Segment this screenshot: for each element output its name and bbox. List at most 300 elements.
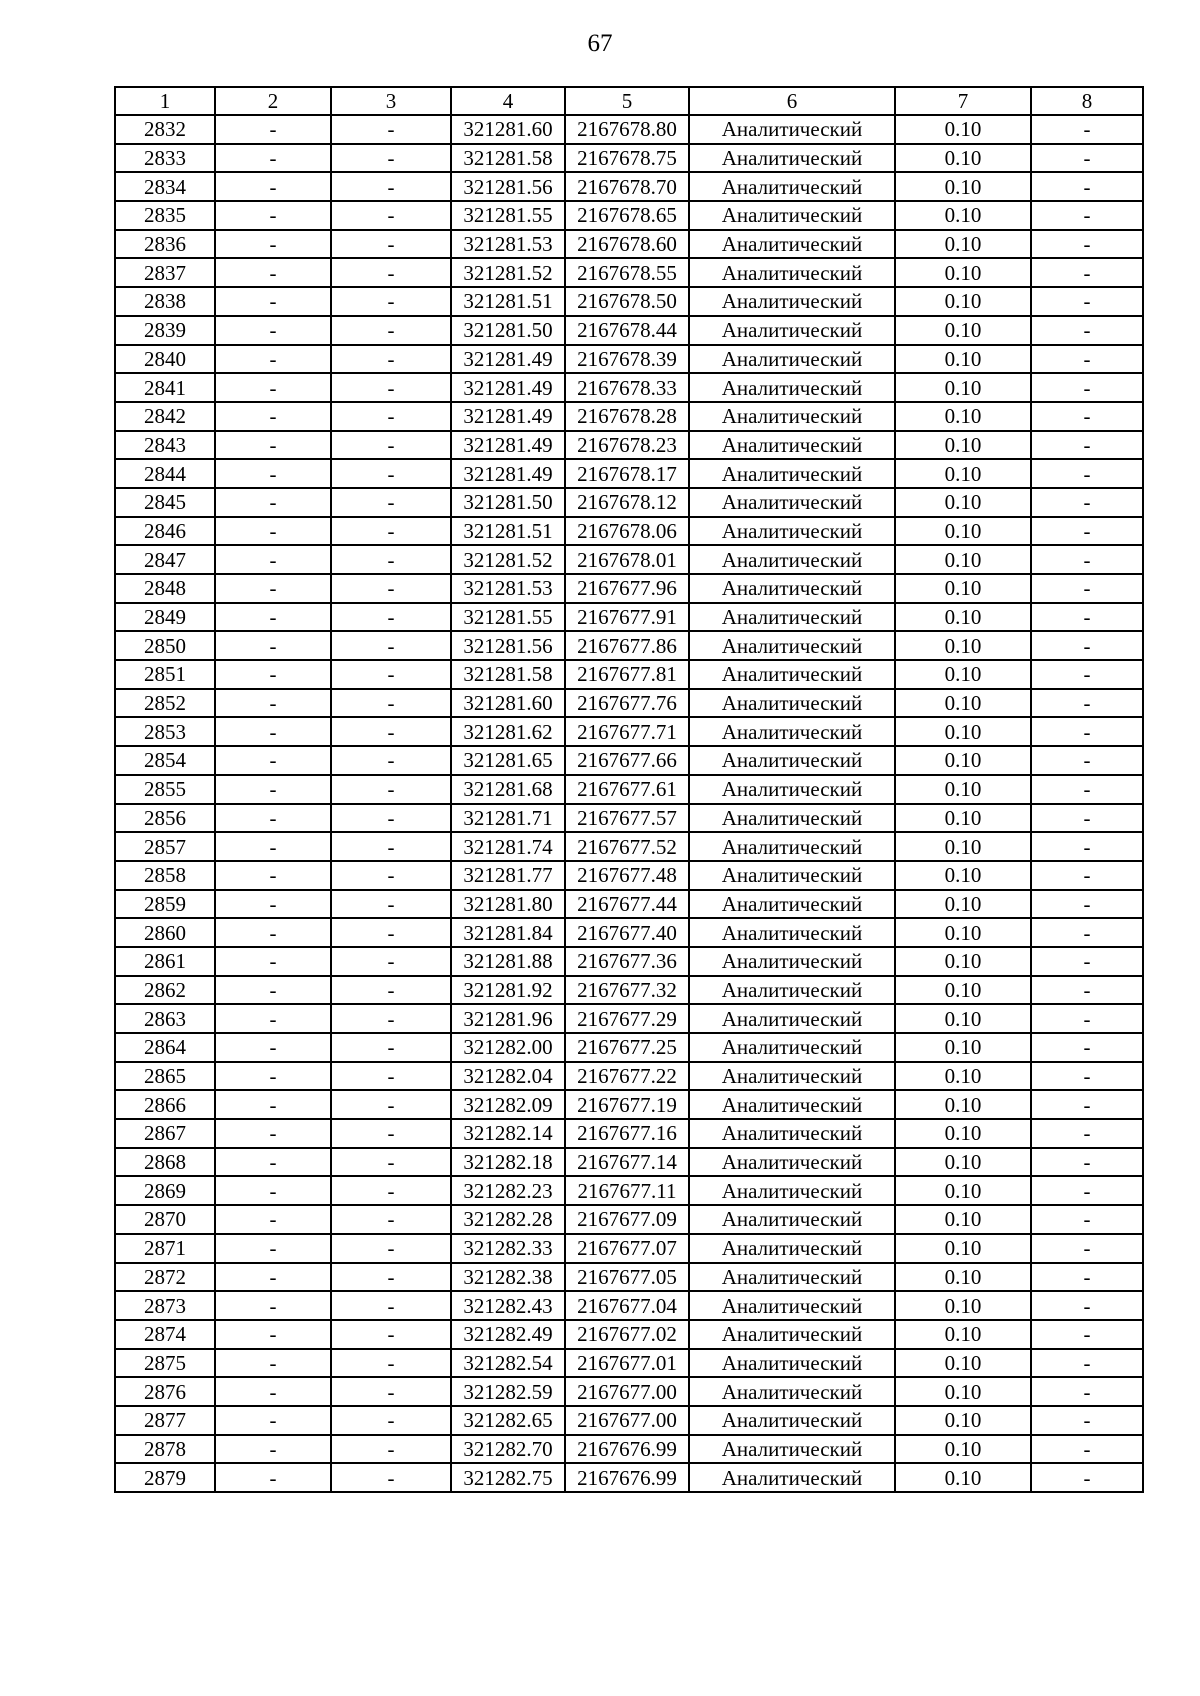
- x-coordinate-cell: 321281.49: [451, 373, 565, 402]
- col3-cell: -: [331, 459, 451, 488]
- point-number-cell: 2868: [115, 1148, 215, 1177]
- method-cell: Аналитический: [689, 1004, 895, 1033]
- col8-cell: -: [1031, 115, 1143, 144]
- method-cell: Аналитический: [689, 402, 895, 431]
- table-row: [115, 603, 1143, 632]
- y-coordinate-cell: 2167677.22: [565, 1062, 689, 1091]
- col3-cell: -: [331, 1119, 451, 1148]
- accuracy-cell: 0.10: [895, 1148, 1031, 1177]
- col3-cell: -: [331, 660, 451, 689]
- y-coordinate-cell: 2167677.25: [565, 1033, 689, 1062]
- accuracy-cell: 0.10: [895, 517, 1031, 546]
- point-number-cell: 2875: [115, 1349, 215, 1378]
- accuracy-cell: 0.10: [895, 631, 1031, 660]
- y-coordinate-cell: 2167678.39: [565, 345, 689, 374]
- col3-cell: -: [331, 115, 451, 144]
- accuracy-cell: 0.10: [895, 402, 1031, 431]
- col3-cell: -: [331, 144, 451, 173]
- point-number-cell: 2842: [115, 402, 215, 431]
- y-coordinate-cell: 2167677.96: [565, 574, 689, 603]
- method-cell: Аналитический: [689, 345, 895, 374]
- method-cell: Аналитический: [689, 517, 895, 546]
- table-row: [115, 1377, 1143, 1406]
- accuracy-cell: 0.10: [895, 1033, 1031, 1062]
- method-cell: Аналитический: [689, 316, 895, 345]
- point-number-cell: 2857: [115, 832, 215, 861]
- x-coordinate-cell: 321281.51: [451, 517, 565, 546]
- accuracy-cell: 0.10: [895, 1090, 1031, 1119]
- table-row: [115, 1406, 1143, 1435]
- y-coordinate-cell: 2167677.04: [565, 1291, 689, 1320]
- col2-cell: -: [215, 603, 331, 632]
- table-row: [115, 631, 1143, 660]
- col3-cell: -: [331, 230, 451, 259]
- column-header: 5: [565, 87, 689, 115]
- x-coordinate-cell: 321281.49: [451, 402, 565, 431]
- method-cell: Аналитический: [689, 172, 895, 201]
- point-number-cell: 2843: [115, 431, 215, 460]
- x-coordinate-cell: 321281.68: [451, 775, 565, 804]
- table-row: [115, 717, 1143, 746]
- accuracy-cell: 0.10: [895, 603, 1031, 632]
- point-number-cell: 2847: [115, 545, 215, 574]
- table-row: [115, 775, 1143, 804]
- x-coordinate-cell: 321281.60: [451, 115, 565, 144]
- y-coordinate-cell: 2167677.01: [565, 1349, 689, 1378]
- table-row: [115, 1148, 1143, 1177]
- col3-cell: -: [331, 918, 451, 947]
- col2-cell: -: [215, 431, 331, 460]
- point-number-cell: 2849: [115, 603, 215, 632]
- method-cell: Аналитический: [689, 976, 895, 1005]
- y-coordinate-cell: 2167678.80: [565, 115, 689, 144]
- y-coordinate-cell: 2167678.55: [565, 258, 689, 287]
- col8-cell: -: [1031, 172, 1143, 201]
- y-coordinate-cell: 2167678.01: [565, 545, 689, 574]
- method-cell: Аналитический: [689, 1435, 895, 1464]
- col8-cell: -: [1031, 1320, 1143, 1349]
- method-cell: Аналитический: [689, 717, 895, 746]
- col2-cell: -: [215, 890, 331, 919]
- column-header: 4: [451, 87, 565, 115]
- col8-cell: -: [1031, 890, 1143, 919]
- x-coordinate-cell: 321282.54: [451, 1349, 565, 1378]
- y-coordinate-cell: 2167678.17: [565, 459, 689, 488]
- col8-cell: -: [1031, 1406, 1143, 1435]
- point-number-cell: 2848: [115, 574, 215, 603]
- point-number-cell: 2878: [115, 1435, 215, 1464]
- accuracy-cell: 0.10: [895, 345, 1031, 374]
- col3-cell: -: [331, 1377, 451, 1406]
- col2-cell: -: [215, 689, 331, 718]
- accuracy-cell: 0.10: [895, 459, 1031, 488]
- col3-cell: -: [331, 775, 451, 804]
- x-coordinate-cell: 321281.58: [451, 660, 565, 689]
- point-number-cell: 2855: [115, 775, 215, 804]
- x-coordinate-cell: 321281.51: [451, 287, 565, 316]
- accuracy-cell: 0.10: [895, 488, 1031, 517]
- col3-cell: -: [331, 1320, 451, 1349]
- accuracy-cell: 0.10: [895, 1062, 1031, 1091]
- col2-cell: -: [215, 976, 331, 1005]
- col2-cell: -: [215, 172, 331, 201]
- col3-cell: -: [331, 1004, 451, 1033]
- x-coordinate-cell: 321281.60: [451, 689, 565, 718]
- x-coordinate-cell: 321281.71: [451, 804, 565, 833]
- table-row: [115, 660, 1143, 689]
- method-cell: Аналитический: [689, 689, 895, 718]
- y-coordinate-cell: 2167678.65: [565, 201, 689, 230]
- y-coordinate-cell: 2167678.06: [565, 517, 689, 546]
- accuracy-cell: 0.10: [895, 660, 1031, 689]
- x-coordinate-cell: 321282.75: [451, 1463, 565, 1492]
- x-coordinate-cell: 321282.28: [451, 1205, 565, 1234]
- col2-cell: -: [215, 230, 331, 259]
- table-row: [115, 1234, 1143, 1263]
- col3-cell: -: [331, 258, 451, 287]
- page-number: 67: [587, 30, 613, 57]
- col3-cell: -: [331, 1435, 451, 1464]
- col8-cell: -: [1031, 1062, 1143, 1091]
- col8-cell: -: [1031, 631, 1143, 660]
- accuracy-cell: 0.10: [895, 172, 1031, 201]
- point-number-cell: 2852: [115, 689, 215, 718]
- y-coordinate-cell: 2167677.57: [565, 804, 689, 833]
- col8-cell: -: [1031, 459, 1143, 488]
- accuracy-cell: 0.10: [895, 1119, 1031, 1148]
- x-coordinate-cell: 321282.43: [451, 1291, 565, 1320]
- method-cell: Аналитический: [689, 201, 895, 230]
- table-row: [115, 373, 1143, 402]
- point-number-cell: 2841: [115, 373, 215, 402]
- y-coordinate-cell: 2167677.14: [565, 1148, 689, 1177]
- point-number-cell: 2846: [115, 517, 215, 546]
- column-header: 2: [215, 87, 331, 115]
- table-row: [115, 861, 1143, 890]
- point-number-cell: 2837: [115, 258, 215, 287]
- col8-cell: -: [1031, 287, 1143, 316]
- table-row: [115, 459, 1143, 488]
- y-coordinate-cell: 2167677.05: [565, 1263, 689, 1292]
- y-coordinate-cell: 2167678.33: [565, 373, 689, 402]
- col8-cell: -: [1031, 545, 1143, 574]
- x-coordinate-cell: 321281.55: [451, 603, 565, 632]
- col2-cell: -: [215, 115, 331, 144]
- table-row: [115, 345, 1143, 374]
- y-coordinate-cell: 2167677.09: [565, 1205, 689, 1234]
- accuracy-cell: 0.10: [895, 1176, 1031, 1205]
- col8-cell: -: [1031, 316, 1143, 345]
- method-cell: Аналитический: [689, 373, 895, 402]
- col8-cell: -: [1031, 1435, 1143, 1464]
- table-header-row: [115, 87, 1143, 115]
- y-coordinate-cell: 2167677.07: [565, 1234, 689, 1263]
- y-coordinate-cell: 2167677.86: [565, 631, 689, 660]
- col2-cell: -: [215, 287, 331, 316]
- point-number-cell: 2865: [115, 1062, 215, 1091]
- col8-cell: -: [1031, 258, 1143, 287]
- table-row: [115, 1004, 1143, 1033]
- x-coordinate-cell: 321281.53: [451, 574, 565, 603]
- accuracy-cell: 0.10: [895, 947, 1031, 976]
- coordinates-table: [114, 86, 1144, 1493]
- point-number-cell: 2851: [115, 660, 215, 689]
- x-coordinate-cell: 321281.52: [451, 545, 565, 574]
- accuracy-cell: 0.10: [895, 373, 1031, 402]
- method-cell: Аналитический: [689, 1263, 895, 1292]
- point-number-cell: 2863: [115, 1004, 215, 1033]
- col3-cell: -: [331, 517, 451, 546]
- accuracy-cell: 0.10: [895, 115, 1031, 144]
- col3-cell: -: [331, 345, 451, 374]
- col8-cell: -: [1031, 1463, 1143, 1492]
- col8-cell: -: [1031, 918, 1143, 947]
- col8-cell: -: [1031, 660, 1143, 689]
- col8-cell: -: [1031, 431, 1143, 460]
- method-cell: Аналитический: [689, 545, 895, 574]
- col2-cell: -: [215, 746, 331, 775]
- point-number-cell: 2854: [115, 746, 215, 775]
- x-coordinate-cell: 321281.74: [451, 832, 565, 861]
- col2-cell: -: [215, 402, 331, 431]
- col2-cell: -: [215, 1090, 331, 1119]
- accuracy-cell: 0.10: [895, 258, 1031, 287]
- col3-cell: -: [331, 201, 451, 230]
- method-cell: Аналитический: [689, 804, 895, 833]
- col3-cell: -: [331, 574, 451, 603]
- method-cell: Аналитический: [689, 1205, 895, 1234]
- table-row: [115, 746, 1143, 775]
- col2-cell: -: [215, 201, 331, 230]
- col2-cell: -: [215, 861, 331, 890]
- col3-cell: -: [331, 373, 451, 402]
- table-row: [115, 115, 1143, 144]
- table-row: [115, 1291, 1143, 1320]
- x-coordinate-cell: 321282.00: [451, 1033, 565, 1062]
- column-header: 3: [331, 87, 451, 115]
- col2-cell: -: [215, 660, 331, 689]
- col2-cell: -: [215, 345, 331, 374]
- y-coordinate-cell: 2167677.36: [565, 947, 689, 976]
- col8-cell: -: [1031, 832, 1143, 861]
- col3-cell: -: [331, 1205, 451, 1234]
- point-number-cell: 2873: [115, 1291, 215, 1320]
- table-row: [115, 144, 1143, 173]
- table-row: [115, 574, 1143, 603]
- table-row: [115, 832, 1143, 861]
- x-coordinate-cell: 321281.80: [451, 890, 565, 919]
- col2-cell: -: [215, 1205, 331, 1234]
- col2-cell: -: [215, 1148, 331, 1177]
- y-coordinate-cell: 2167677.40: [565, 918, 689, 947]
- method-cell: Аналитический: [689, 459, 895, 488]
- point-number-cell: 2853: [115, 717, 215, 746]
- accuracy-cell: 0.10: [895, 1263, 1031, 1292]
- col3-cell: -: [331, 861, 451, 890]
- point-number-cell: 2835: [115, 201, 215, 230]
- accuracy-cell: 0.10: [895, 775, 1031, 804]
- accuracy-cell: 0.10: [895, 832, 1031, 861]
- point-number-cell: 2859: [115, 890, 215, 919]
- method-cell: Аналитический: [689, 832, 895, 861]
- col8-cell: -: [1031, 402, 1143, 431]
- col3-cell: -: [331, 1349, 451, 1378]
- accuracy-cell: 0.10: [895, 804, 1031, 833]
- col2-cell: -: [215, 631, 331, 660]
- col8-cell: -: [1031, 804, 1143, 833]
- point-number-cell: 2840: [115, 345, 215, 374]
- col8-cell: -: [1031, 1119, 1143, 1148]
- y-coordinate-cell: 2167678.44: [565, 316, 689, 345]
- col3-cell: -: [331, 689, 451, 718]
- method-cell: Аналитический: [689, 431, 895, 460]
- point-number-cell: 2845: [115, 488, 215, 517]
- y-coordinate-cell: 2167677.66: [565, 746, 689, 775]
- point-number-cell: 2860: [115, 918, 215, 947]
- y-coordinate-cell: 2167677.29: [565, 1004, 689, 1033]
- accuracy-cell: 0.10: [895, 287, 1031, 316]
- col3-cell: -: [331, 316, 451, 345]
- col3-cell: -: [331, 631, 451, 660]
- x-coordinate-cell: 321281.92: [451, 976, 565, 1005]
- point-number-cell: 2872: [115, 1263, 215, 1292]
- table-row: [115, 890, 1143, 919]
- accuracy-cell: 0.10: [895, 717, 1031, 746]
- column-header: 7: [895, 87, 1031, 115]
- x-coordinate-cell: 321281.49: [451, 431, 565, 460]
- table-row: [115, 918, 1143, 947]
- x-coordinate-cell: 321281.52: [451, 258, 565, 287]
- method-cell: Аналитический: [689, 1291, 895, 1320]
- method-cell: Аналитический: [689, 1176, 895, 1205]
- table-row: [115, 689, 1143, 718]
- table-row: [115, 1176, 1143, 1205]
- col8-cell: -: [1031, 861, 1143, 890]
- col3-cell: -: [331, 1148, 451, 1177]
- method-cell: Аналитический: [689, 890, 895, 919]
- table-row: [115, 517, 1143, 546]
- column-header: 1: [115, 87, 215, 115]
- col2-cell: -: [215, 1406, 331, 1435]
- table-row: [115, 316, 1143, 345]
- col8-cell: -: [1031, 373, 1143, 402]
- point-number-cell: 2838: [115, 287, 215, 316]
- col3-cell: -: [331, 603, 451, 632]
- col3-cell: -: [331, 287, 451, 316]
- col2-cell: -: [215, 1062, 331, 1091]
- point-number-cell: 2833: [115, 144, 215, 173]
- table-row: [115, 172, 1143, 201]
- table-row: [115, 230, 1143, 259]
- method-cell: Аналитический: [689, 115, 895, 144]
- y-coordinate-cell: 2167677.61: [565, 775, 689, 804]
- col2-cell: -: [215, 517, 331, 546]
- method-cell: Аналитический: [689, 631, 895, 660]
- point-number-cell: 2876: [115, 1377, 215, 1406]
- col2-cell: -: [215, 545, 331, 574]
- point-number-cell: 2862: [115, 976, 215, 1005]
- col8-cell: -: [1031, 1263, 1143, 1292]
- col2-cell: -: [215, 373, 331, 402]
- col2-cell: -: [215, 258, 331, 287]
- col8-cell: -: [1031, 230, 1143, 259]
- method-cell: Аналитический: [689, 287, 895, 316]
- accuracy-cell: 0.10: [895, 918, 1031, 947]
- col2-cell: -: [215, 804, 331, 833]
- accuracy-cell: 0.10: [895, 689, 1031, 718]
- col2-cell: -: [215, 832, 331, 861]
- col8-cell: -: [1031, 144, 1143, 173]
- accuracy-cell: 0.10: [895, 431, 1031, 460]
- method-cell: Аналитический: [689, 947, 895, 976]
- col8-cell: -: [1031, 1234, 1143, 1263]
- col8-cell: -: [1031, 1205, 1143, 1234]
- x-coordinate-cell: 321281.65: [451, 746, 565, 775]
- y-coordinate-cell: 2167677.11: [565, 1176, 689, 1205]
- col3-cell: -: [331, 402, 451, 431]
- accuracy-cell: 0.10: [895, 1349, 1031, 1378]
- point-number-cell: 2870: [115, 1205, 215, 1234]
- x-coordinate-cell: 321282.04: [451, 1062, 565, 1091]
- col8-cell: -: [1031, 517, 1143, 546]
- x-coordinate-cell: 321281.84: [451, 918, 565, 947]
- x-coordinate-cell: 321281.50: [451, 316, 565, 345]
- col3-cell: -: [331, 1291, 451, 1320]
- accuracy-cell: 0.10: [895, 201, 1031, 230]
- col8-cell: -: [1031, 947, 1143, 976]
- col3-cell: -: [331, 947, 451, 976]
- point-number-cell: 2834: [115, 172, 215, 201]
- y-coordinate-cell: 2167677.32: [565, 976, 689, 1005]
- x-coordinate-cell: 321281.53: [451, 230, 565, 259]
- accuracy-cell: 0.10: [895, 144, 1031, 173]
- col2-cell: -: [215, 316, 331, 345]
- method-cell: Аналитический: [689, 1148, 895, 1177]
- accuracy-cell: 0.10: [895, 746, 1031, 775]
- col2-cell: -: [215, 144, 331, 173]
- method-cell: Аналитический: [689, 1090, 895, 1119]
- accuracy-cell: 0.10: [895, 1205, 1031, 1234]
- y-coordinate-cell: 2167677.00: [565, 1406, 689, 1435]
- col3-cell: -: [331, 1033, 451, 1062]
- col8-cell: -: [1031, 1090, 1143, 1119]
- table-row: [115, 1033, 1143, 1062]
- y-coordinate-cell: 2167678.60: [565, 230, 689, 259]
- col3-cell: -: [331, 746, 451, 775]
- x-coordinate-cell: 321281.55: [451, 201, 565, 230]
- col2-cell: -: [215, 1176, 331, 1205]
- col8-cell: -: [1031, 574, 1143, 603]
- col2-cell: -: [215, 918, 331, 947]
- x-coordinate-cell: 321282.23: [451, 1176, 565, 1205]
- x-coordinate-cell: 321281.56: [451, 172, 565, 201]
- accuracy-cell: 0.10: [895, 230, 1031, 259]
- col8-cell: -: [1031, 201, 1143, 230]
- table-row: [115, 1090, 1143, 1119]
- y-coordinate-cell: 2167677.91: [565, 603, 689, 632]
- col8-cell: -: [1031, 603, 1143, 632]
- y-coordinate-cell: 2167676.99: [565, 1435, 689, 1464]
- x-coordinate-cell: 321281.62: [451, 717, 565, 746]
- table-row: [115, 1205, 1143, 1234]
- col3-cell: -: [331, 1406, 451, 1435]
- accuracy-cell: 0.10: [895, 545, 1031, 574]
- point-number-cell: 2877: [115, 1406, 215, 1435]
- x-coordinate-cell: 321281.96: [451, 1004, 565, 1033]
- y-coordinate-cell: 2167677.00: [565, 1377, 689, 1406]
- x-coordinate-cell: 321281.56: [451, 631, 565, 660]
- col2-cell: -: [215, 1320, 331, 1349]
